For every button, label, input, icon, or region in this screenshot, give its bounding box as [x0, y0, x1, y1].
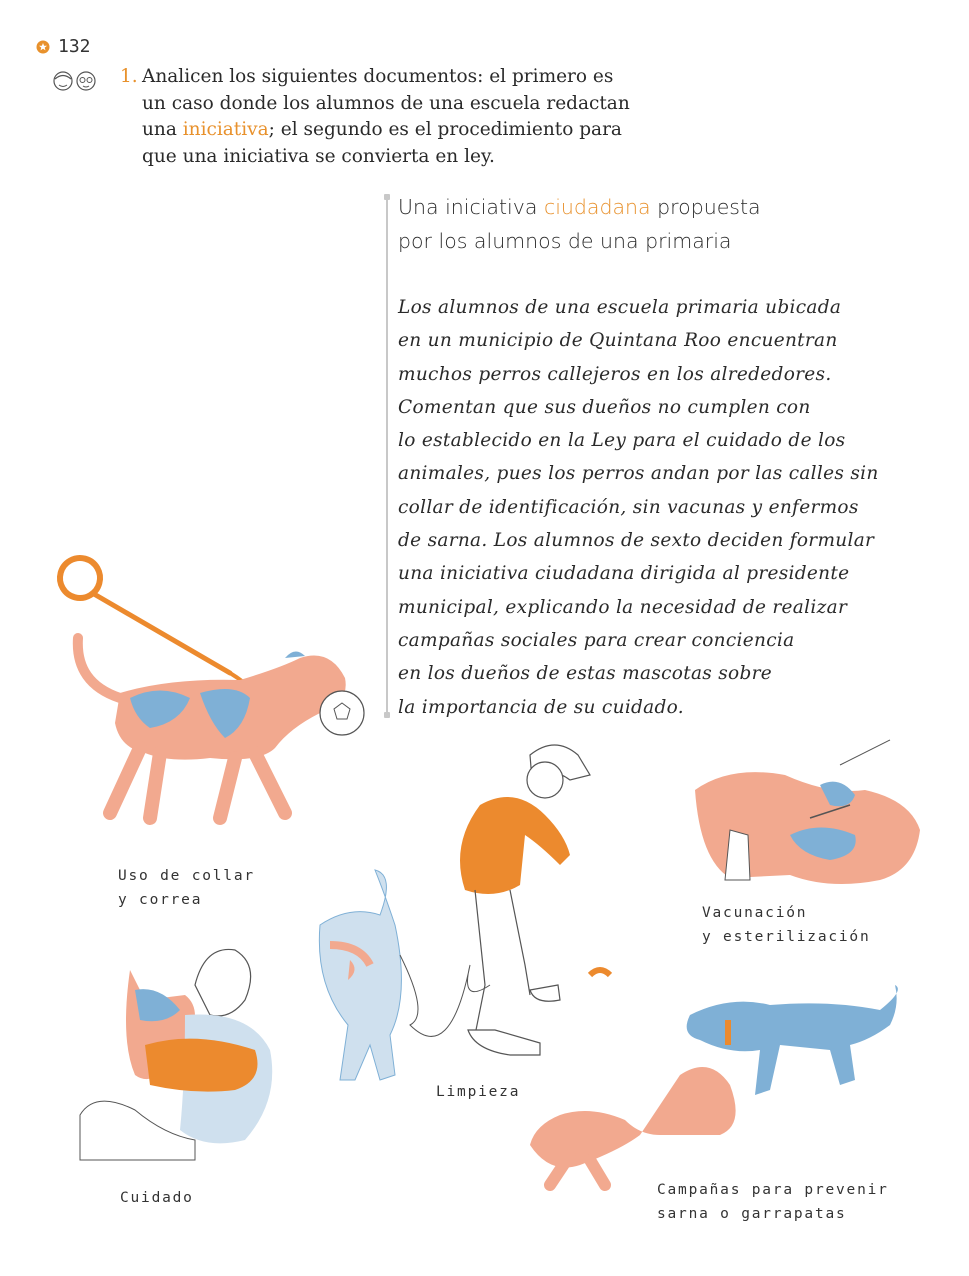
- instruction-text: [118, 64, 638, 170]
- caption-line: sarna o garrapatas: [657, 1206, 847, 1222]
- page-number-text: 132: [58, 36, 91, 57]
- caption-line: y correa: [118, 892, 203, 908]
- campaigns-illustration: [530, 985, 910, 1185]
- body-line: Los alumnos de una escuela primaria ubicada: [398, 297, 842, 318]
- instruction: [118, 64, 638, 170]
- title-start: Una iniciativa: [398, 195, 538, 219]
- body-line: animales, pues los perros andan por las calles sin: [398, 463, 879, 485]
- body-line: de sarna. Los alumnos de sexto deciden formular: [398, 530, 875, 552]
- title-end: propuesta: [657, 195, 761, 219]
- caption-line: y esterilización: [702, 929, 871, 945]
- caption-campanas: [657, 1178, 889, 1226]
- body-line: collar de identificación, sin vacunas y enfermos: [398, 496, 859, 518]
- glossary-term-iniciativa[interactable]: iniciativa: [182, 119, 269, 140]
- caption-line: Campañas para prevenir: [657, 1182, 889, 1198]
- title-line-2: por los alumnos de una primaria: [398, 229, 732, 253]
- caption-line: Uso de collar: [118, 868, 255, 884]
- article-divider: [386, 196, 388, 716]
- vaccination-illustration: [690, 740, 930, 890]
- page-number: [36, 36, 91, 57]
- instruction-number: 1.: [120, 66, 138, 87]
- caption-limpieza: [436, 1080, 520, 1104]
- body-line: una iniciativa ciudadana dirigida al presidente: [398, 563, 850, 585]
- body-line: lo establecido en la Ley para el cuidado de los: [398, 430, 846, 452]
- instruction-text-end: ; el segundo es el procedimiento para que una iniciativa se convierta en ley.: [142, 119, 622, 167]
- body-line: Comentan que sus dueños no cumplen con: [398, 396, 811, 418]
- glossary-term-ciudadana[interactable]: ciudadana: [543, 195, 651, 219]
- article-body: [398, 291, 918, 724]
- caption-vacunacion: [702, 901, 870, 949]
- body-line: en los dueños de estas mascotas sobre: [398, 663, 773, 685]
- care-illustration: [75, 940, 290, 1165]
- article-title: [398, 190, 918, 258]
- caption-collar: [118, 864, 255, 912]
- caption-cuidado: [120, 1186, 194, 1210]
- body-line: muchos perros callejeros en los alrededores.: [398, 363, 832, 385]
- body-line: campañas sociales para crear conciencia: [398, 629, 795, 651]
- body-line: la importancia de su cuidado.: [398, 696, 684, 718]
- caption-line: Limpieza: [436, 1084, 521, 1100]
- team-work-icon: [52, 70, 100, 92]
- caption-line: Cuidado: [120, 1190, 194, 1206]
- instruction-text-start: Analicen los siguientes documentos: el primero es un caso donde los alumnos de una escuela redactan una: [142, 66, 630, 140]
- body-line: en un municipio de Quintana Roo encuentran: [398, 330, 838, 352]
- star-badge-icon: [36, 40, 50, 54]
- caption-line: Vacunación: [702, 905, 808, 921]
- body-line: municipal, explicando la necesidad de realizar: [398, 596, 848, 618]
